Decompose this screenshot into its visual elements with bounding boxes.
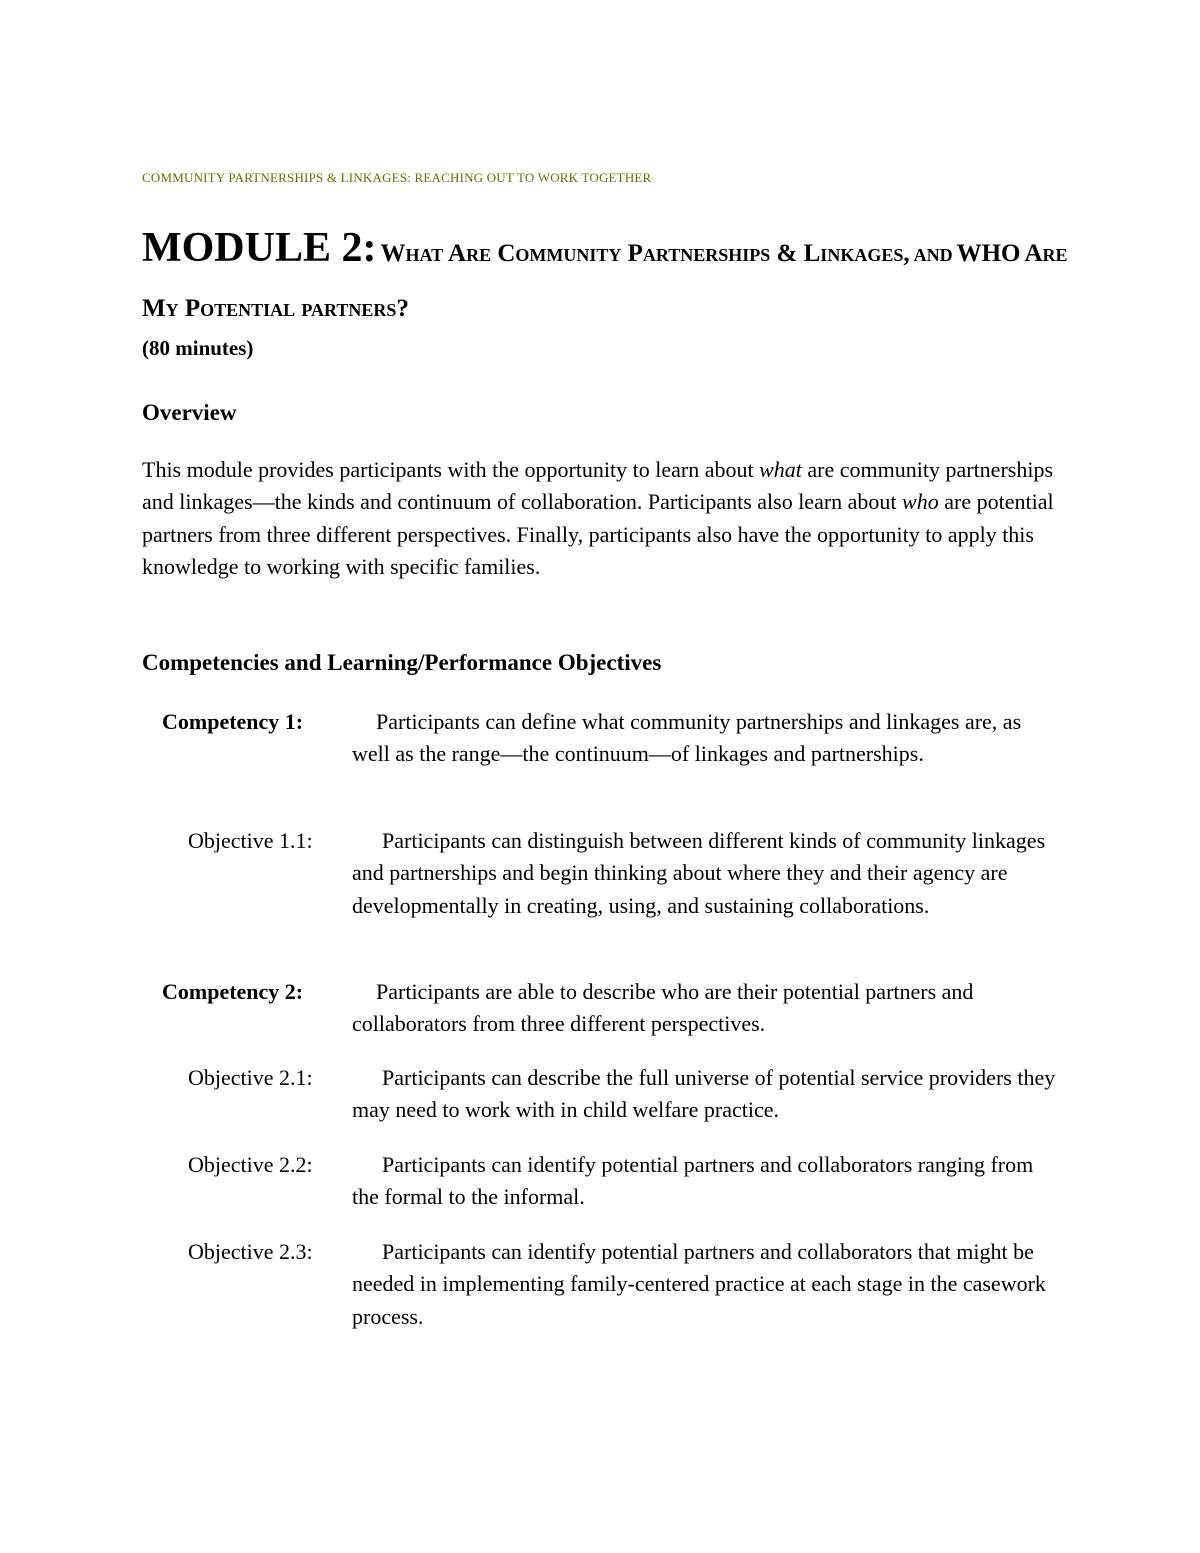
objective-label: Objective 2.3: (188, 1239, 313, 1264)
objective-text: Participants can identify potential partners and collaborators that might be needed in implementing family-centered practice at each stage in the casework process. (352, 1239, 1046, 1329)
overview-paragraph (142, 454, 1062, 583)
objective-text: Participants can identify potential partners and collaborators ranging from the formal to the informal. (352, 1152, 1034, 1210)
overview-heading: Overview (142, 400, 237, 425)
overview-text: are community partnerships and linkages—the kinds and continuum of collaboration. Participants also learn about (142, 457, 1054, 515)
module-number: MODULE 2: (142, 225, 377, 271)
overview-emphasis: what (759, 457, 802, 482)
module-title-part: What Are Community Partnerships & Linkages, (380, 240, 910, 267)
module-duration: (80 minutes) (142, 336, 254, 360)
objective-text: Participants can distinguish between different kinds of community linkages and partnerships and begin thinking about where they and their agency are developmentally in creating, using, and sustaining collaborations. (352, 828, 1046, 918)
competency-label: Competency 2: (162, 979, 304, 1004)
objective-label: Objective 1.1: (188, 828, 313, 853)
module-title-part: WHO (956, 240, 1021, 267)
module-title-part: and (913, 240, 953, 267)
module-title-part: Are My Potential partners? (142, 240, 1068, 322)
overview-emphasis: who (902, 489, 939, 515)
competencies-heading: Competencies and Learning/Performance Objectives (142, 650, 662, 675)
overview-text: are potential partners from three different perspectives. Finally, participants also have the opportunity to apply this knowledge to working with specific families. (142, 489, 1054, 579)
competency-label: Competency 1: (162, 709, 304, 734)
objective-label: Objective 2.1: (188, 1065, 313, 1090)
competency-text: Participants are able to describe who are their potential partners and collaborators from three different perspectives. (352, 979, 974, 1037)
competency-text: Participants can define what community partnerships and linkages are, as well as the range—the continuum—of linkages and partnerships. (352, 709, 1022, 767)
module-title (142, 222, 1082, 338)
running-header: COMMUNITY PARTNERSHIPS & LINKAGES: REACHING OUT TO WORK TOGETHER (142, 170, 652, 185)
overview-text: This module provides participants with the opportunity to learn about (142, 457, 760, 482)
objective-label: Objective 2.2: (188, 1152, 313, 1177)
objective-text: Participants can describe the full universe of potential service providers they may need to work with in child welfare practice. (352, 1065, 1056, 1123)
